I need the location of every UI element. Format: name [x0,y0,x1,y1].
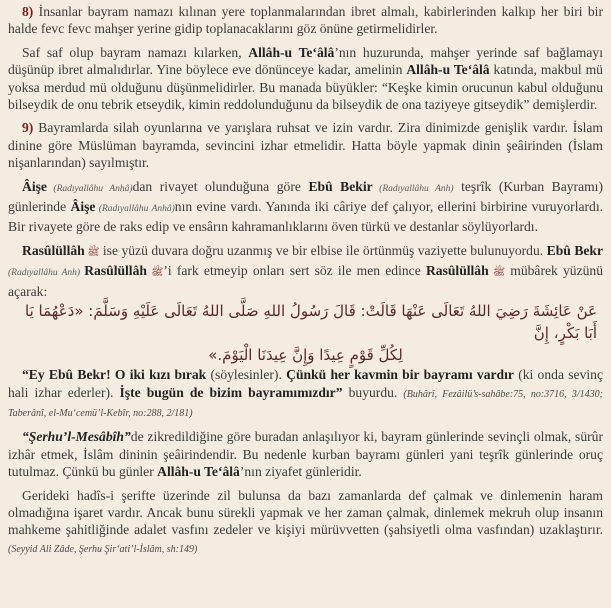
paragraph-text: İnsanlar bayram namazı kılınan yere toplanmalarından ibret almalı, kabirlerinden kalkıp her biri bir halde fevc fevc mahşer yerine gidip toplanacaklarını göz önüne getirmelidirler. [8,4,603,37]
text-run: Gerideki hadîs-i şerifte üzerinde zil bulunsa da bazı zamanlarda def çalmak ve dinlemenin haram olmadığına işaret vardır. Ancak bunu sürekli yapmak ve her zaman çalmak, dinlemek mekruh olup insanın mahkeme şahitliğinde adalet vasfını zedeler ve kişiyi mürüvvetten (şahsiyetli olma vasfından) uzaklaştırır. [8,487,603,538]
salawat-glyph: ﷺ [146,267,164,279]
honorific: (Radıyallâhu Anh) [8,268,85,279]
text-run: (söylesinler). [206,367,287,383]
paragraph-gerideki [8,487,603,559]
text-run: ise yüzü duvara doğru uzanmış ve bir elbise ile örtünmüş vaziyette bulunuyordu. [99,242,547,258]
item-number: 9) [22,120,34,136]
text-run: teşrîk (Kurban Bayramı) günlerinde [8,178,603,215]
allah-name: Allâh-u Te‘âlâ [406,62,490,78]
honorific: (Radıyallâhu Anh) [372,183,454,194]
paragraph-8 [8,3,603,38]
name-rasulullah: Rasûlüllâh [84,263,147,279]
text-run: katında, makbul mü yoksa merdud mü olduğunu düşünmelidirler. Bu manada büyükler: “Keşke kimin orucunun kabul olduğunu bilseydik de onu tebrik etseydik, kimin reddolunduğunu da bilseydik de ona taziyeye gitseydik” demişlerdir. [8,62,603,113]
name-aise: Âişe [70,199,96,215]
name-aise: Âişe [22,178,47,194]
text-run: buyurdu. [342,384,404,400]
arabic-hadith-line-1: عَنْ عَائِشَةَ رَضِيَ اللهُ تَعَالَى عَنْهَا قَالَتْ: قَالَ رَسُولُ اللهِ صَلَّى اللهُ تَعَالَى عَلَيْهِ وَسَلَّمَ: «دَعْهُمَا يَا أَبَا بَكْرٍ، إِنَّ [25,302,597,343]
text-run: ’nın huzurunda, mahşer yerinde saf bağlamayı düşünüp ibret almalıdırlar. Yine böylece eve dönünceye kadar, amelinin [8,44,603,78]
text-run: ’nın ziyafet günleridir. [239,464,362,480]
arabic-hadith-line-2: لِكُلِّ قَوْمٍ عِيدًا وَإِنَّ عِيدَنَا الْيَوْمَ.» [208,346,403,365]
text-run: Saf saf olup bayram namazı kılarken, [22,44,249,60]
book-title: “Şerhu’l-Mesâbîh” [22,429,131,445]
item-number: 8) [22,4,34,19]
salawat-glyph: ﷺ [84,246,100,258]
salawat-glyph: ﷺ [488,267,506,279]
source-citation: (Buhârî, Fezâilü’s-sahâbe:75, no:3716, 3/1430; Taberânî, el-Mu‘cemü’l-Kebîr, no:288, 2/181) [8,388,603,419]
source-citation: (Seyyid Ali Zâde, Şerhu Şir‘ati’l-İslâm, sh:149) [8,543,198,555]
paragraph-saf-saf [8,44,603,114]
paragraph-translation [8,366,603,422]
text-run: (ki onda sevinç hali izhar ederler). [8,367,603,400]
paragraph-serhul-mesabih [8,428,603,480]
name-rasulullah: Rasûlüllâh [425,263,489,279]
text-run: dan rivayet olunduğuna göre [132,178,309,194]
paragraph-text: Bayramlarda silah oyunlarına ve yarışlara ruhsat ve izin vardır. Zira dinimizde genişlik vardır. İslam dinine göre Müslüman bayramda, sevincini izhar etmelidir. Hatta böyle yapmak dinin şeâirinden (İslam nişanlarından) sayılmıştır. [8,120,603,171]
quote-part: İşte bugün de bizim bayramımızdır” [119,384,343,400]
honorific: (Radıyallâhu Anhâ) [95,204,175,215]
text-run: de zikredildiğine göre buradan anlaşılıyor ki, bayram günlerinde sevinçli olmak, sürûr izhâr etmek, İslâm dininin şeâirindendir. Bu nedenle kurban bayramı günleri yani teşrîk günlerinde oruç tutulmaz. Çünkü bu günler [8,429,603,480]
allah-name: Allâh-u Te‘âlâ [248,44,335,60]
text-run: ’i fark etmeyip onları sert söz ile men edince [163,263,426,279]
paragraph-aise [8,178,603,236]
allah-name: Allâh-u Te‘âlâ [157,464,240,480]
honorific: (Radıyallâhu Anhâ) [46,183,133,194]
quote-part: “Ey Ebû Bekr! O iki kızı bırak [22,367,207,383]
paragraph-9 [8,119,603,171]
name-ebu-bekr: Ebû Bekr [546,242,604,258]
text-run: nın evine vardı. Yanında iki câriye def çalıyor, ellerini birbirine vuruyorlardı. Bir rivayete göre de raks edip ve ensârın kahramanlıklarını öven türkü ve destanlar söylüyorlardı. [8,199,604,235]
name-rasulullah: Rasûlüllâh [22,242,85,258]
name-ebu-bekir: Ebû Bekir [308,178,373,194]
paragraph-rasulullah [8,242,603,300]
quote-part: Çünkü her kavmin bir bayramı vardır [286,367,514,383]
text-run: mübârek yüzünü açarak: [8,263,604,299]
